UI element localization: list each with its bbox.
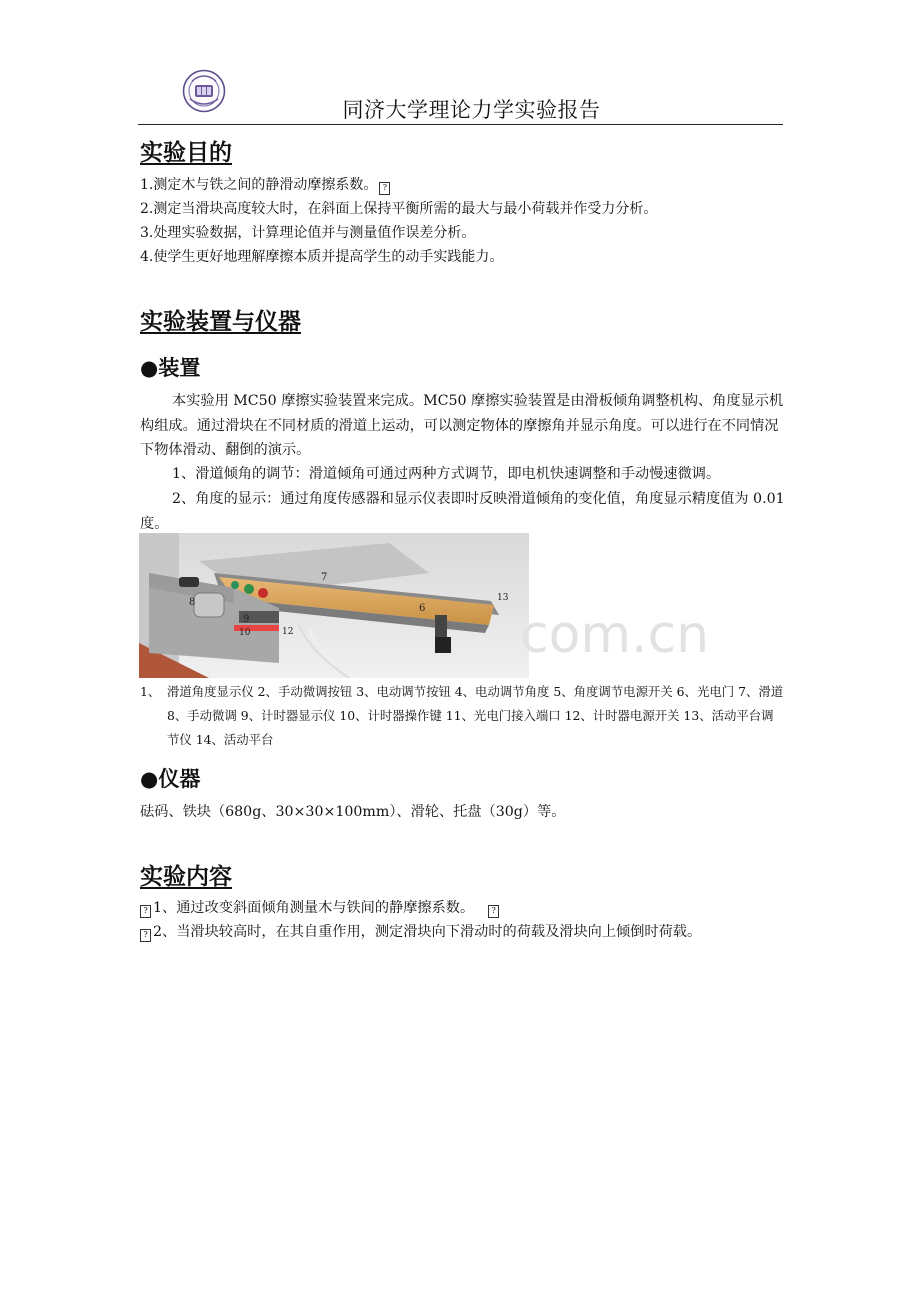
missing-glyph-icon: ? xyxy=(379,182,390,195)
content-item-text: 1、通过改变斜面倾角测量木与铁间的静摩擦系数。 xyxy=(153,900,475,916)
apparatus-photo xyxy=(139,533,529,678)
watermark: com.cn xyxy=(520,605,710,665)
photo-label: 10 xyxy=(239,628,251,638)
content-item-text: 2、当滑块较高时，在其自重作用，测定滑块向下滑动时的荷载及滑块向上倾倒时荷载。 xyxy=(153,924,702,940)
device-point-1: 1、滑道倾角的调节：滑道倾角可通过两种方式调节，即电机快速调整和手动慢速微调。 xyxy=(172,466,721,482)
photo-label: 13 xyxy=(497,593,509,603)
device-intro: 本实验用 MC50 摩擦实验装置来完成。MC50 摩擦实验装置是由滑板倾角调整机构、角度显示机构组成。通过滑块在不同材质的滑道上运动，可以测定物体的摩擦角并显示角度。可以进行在不同情况下物体滑动、翻倒的演示。 xyxy=(140,393,784,458)
objective-item-text: 1.测定木与铁之间的静滑动摩擦系数。 xyxy=(140,177,378,193)
photo-label: 7 xyxy=(321,572,328,583)
content-item xyxy=(140,896,501,920)
missing-glyph-icon: ? xyxy=(140,905,151,918)
report-header xyxy=(138,66,783,125)
subheading-instruments: ●仪器 xyxy=(140,767,201,791)
objective-item: 3.处理实验数据，计算理论值并与测量值作误差分析。 xyxy=(140,225,476,241)
content-item xyxy=(140,920,785,945)
report-title: 同济大学理论力学实验报告 xyxy=(342,98,601,122)
device-point-2: 2、角度的显示：通过角度传感器和显示仪表即时反映滑道倾角的变化值，角度显示精度值为 0.01 度。 xyxy=(140,491,785,532)
caption-text: 滑道角度显示仪 2、手动微调按钮 3、电动调节按钮 4、电动调节角度 5、角度调节电源开关 6、光电门 7、滑道 8、手动微调 9、计时器显示仪 10、计时器操作键 11、光电门接入端口 12、计时器电源开关 13、活动平台调节仪 14、活动平台 xyxy=(167,684,784,747)
photo-label: 6 xyxy=(419,603,426,614)
section-heading-content: 实验内容 xyxy=(140,864,232,890)
section-heading-apparatus: 实验装置与仪器 xyxy=(140,309,301,335)
photo-label: 8 xyxy=(189,597,196,608)
section-heading-objectives: 实验目的 xyxy=(140,140,232,166)
instrument-text: 砝码、铁块（680g、30×30×100mm）、滑轮、托盘（30g）等。 xyxy=(140,804,566,820)
missing-glyph-icon: ? xyxy=(488,905,499,918)
missing-glyph-icon: ? xyxy=(140,929,151,942)
objective-item: 2.测定当滑块高度较大时，在斜面上保持平衡所需的最大与最小荷载并作受力分析。 xyxy=(140,201,658,217)
caption-number: 1、 xyxy=(140,684,161,699)
subheading-device: ●装置 xyxy=(140,356,201,380)
photo-label: 12 xyxy=(282,627,294,637)
photo-label: 9 xyxy=(243,614,250,625)
objective-item: 4.使学生更好地理解摩擦本质并提高学生的动手实践能力。 xyxy=(140,249,504,265)
photo-caption xyxy=(140,680,785,752)
objective-item xyxy=(140,173,392,197)
